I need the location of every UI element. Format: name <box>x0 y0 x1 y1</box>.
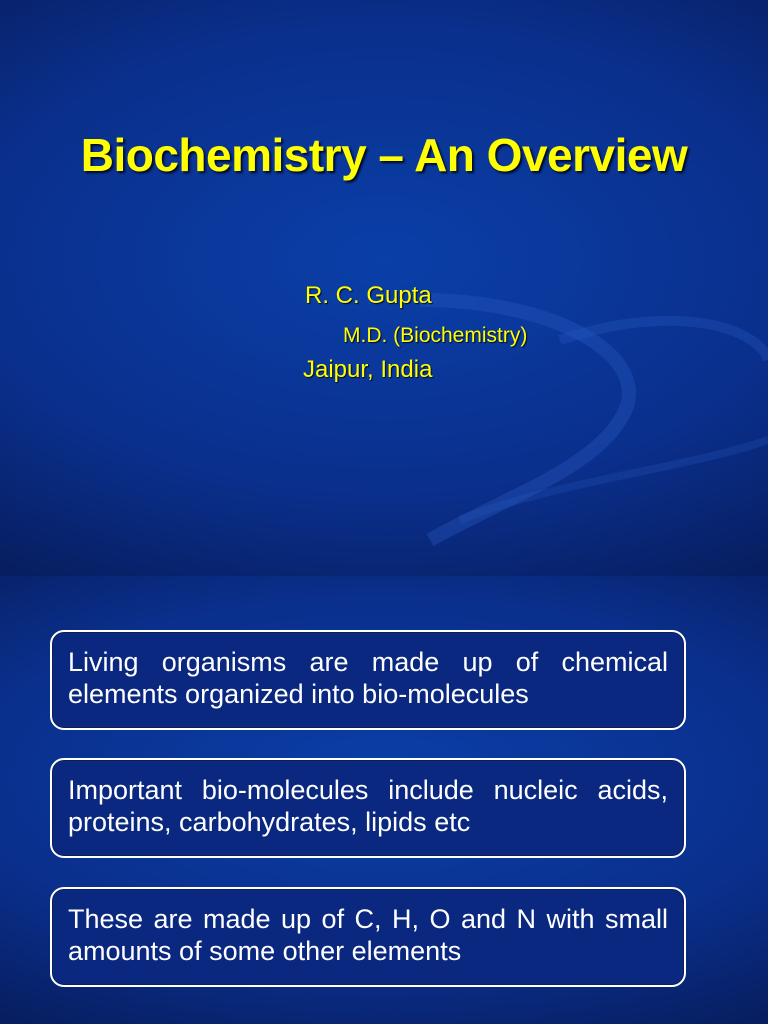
slide-title: Biochemistry – An Overview <box>80 129 688 181</box>
bullet-text: Living organisms are made up of chemical elements organized into bio-molecules <box>68 647 668 709</box>
bullet-text: These are made up of C, H, O and N with small amounts of some other elements <box>68 904 668 966</box>
content-slide <box>0 576 768 1024</box>
author-name: R. C. Gupta <box>305 282 432 309</box>
bullet-text: Important bio-molecules include nucleic acids, proteins, carbohydrates, lipids etc <box>68 775 668 837</box>
author-location: Jaipur, India <box>303 356 433 383</box>
bullet-box <box>50 630 686 730</box>
bullet-box <box>50 758 686 858</box>
bullet-box <box>50 887 686 987</box>
author-degree: M.D. (Biochemistry) <box>343 324 528 347</box>
